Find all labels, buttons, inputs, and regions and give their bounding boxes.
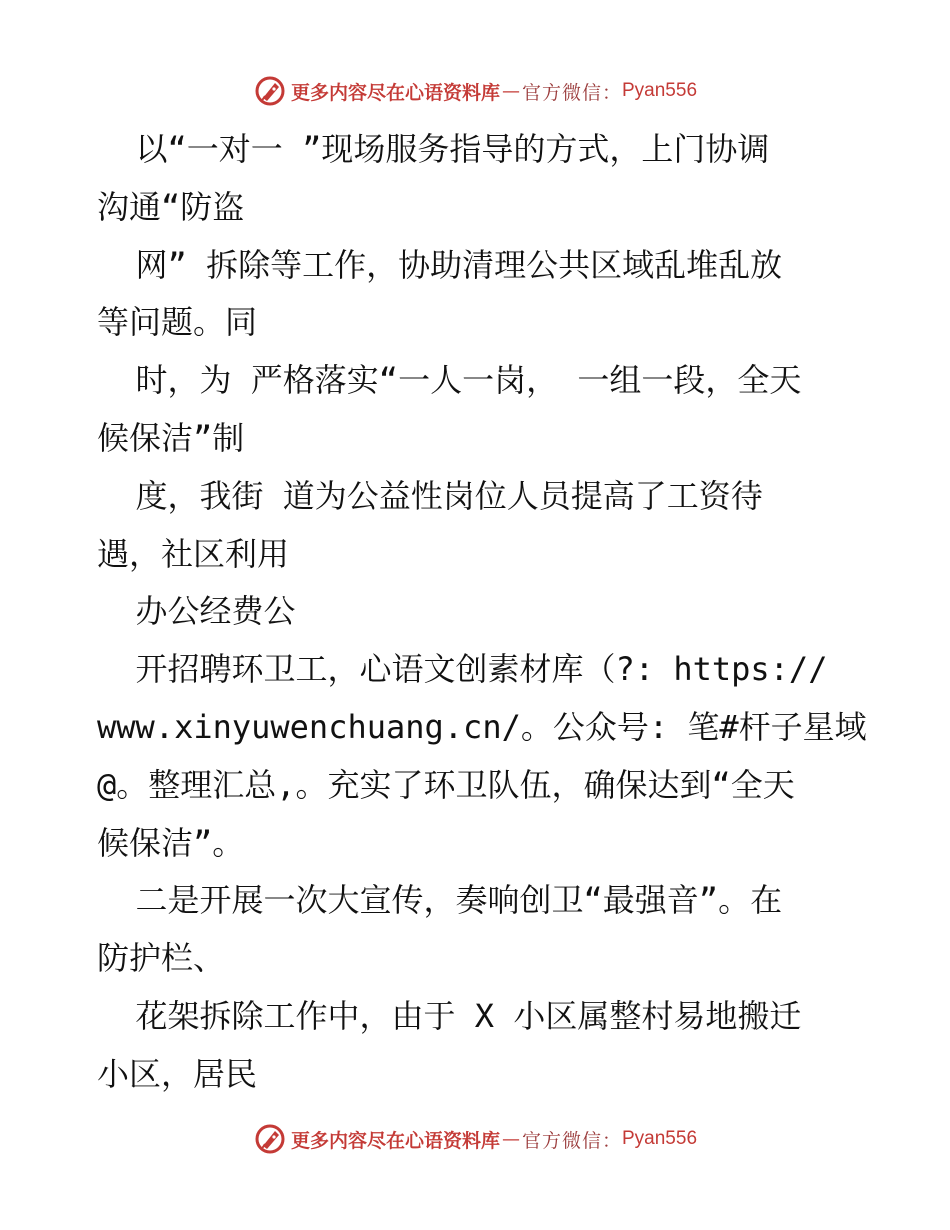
body-line: 网” 拆除等工作，协助清理公共区域乱堆乱放	[97, 245, 783, 284]
banner-dash: —	[501, 80, 520, 102]
body-line: www.xinyuwenchuang.cn/。公众号: 笔#杆子星域	[97, 707, 867, 746]
body-line: 花架拆除工作中，由于 X 小区属整村易地搬迁	[97, 996, 802, 1035]
body-line: 防护栏、	[97, 939, 226, 978]
pen-nib-logo-icon	[253, 74, 287, 108]
banner-account-label: 官方微信：	[521, 81, 622, 104]
body-line: 候保洁”。	[97, 823, 245, 862]
body-line: 沟通“防盗	[97, 187, 245, 226]
banner-wechat-id: Pyan556	[622, 80, 698, 101]
banner-slogan: 更多内容尽在心语资料库	[290, 81, 500, 104]
header-banner	[0, 71, 950, 111]
banner-dash: —	[501, 1128, 520, 1150]
body-line: 二是开展一次大宣传，奏响创卫“最强音”。在	[97, 881, 783, 920]
banner-wechat-id: Pyan556	[622, 1128, 698, 1149]
body-line: 开招聘环卫工，心语文创素材库（?: https://	[97, 650, 828, 689]
body-line: 时，为 严格落实“一人一岗， 一组一段，全天	[97, 361, 802, 400]
body-line: 遇，社区利用	[97, 534, 290, 573]
body-line: 办公经费公	[97, 592, 296, 631]
footer-banner	[0, 1119, 950, 1159]
body-line: 候保洁”制	[97, 418, 245, 457]
body-line: @。整理汇总,。充实了环卫队伍，确保达到“全天	[97, 765, 795, 804]
banner-account-label: 官方微信：	[521, 1129, 622, 1152]
body-line: 以“一对一 ”现场服务指导的方式，上门协调	[97, 130, 770, 168]
banner-slogan: 更多内容尽在心语资料库	[290, 1129, 500, 1152]
pen-nib-logo-icon	[253, 1122, 287, 1156]
body-line: 小区，居民	[97, 1054, 258, 1093]
body-line: 度，我街 道为公益性岗位人员提高了工资待	[97, 476, 763, 515]
document-body	[97, 121, 867, 1104]
body-line: 等问题。同	[97, 303, 258, 342]
